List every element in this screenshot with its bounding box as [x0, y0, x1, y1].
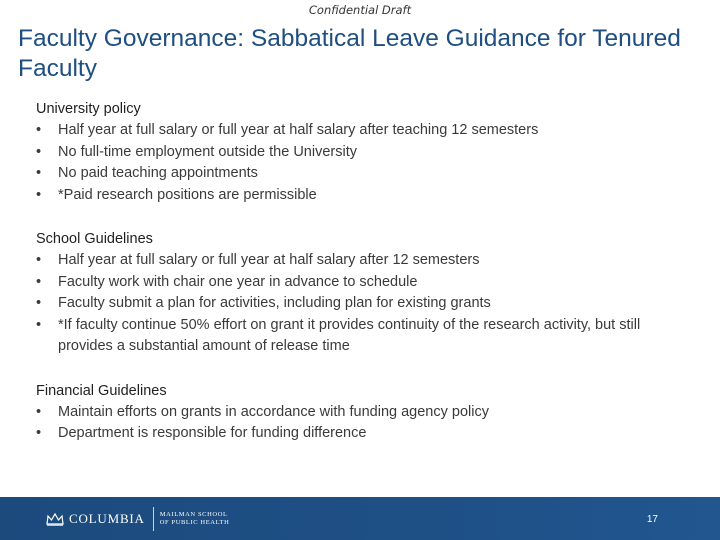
confidential-label: Confidential Draft [308, 3, 412, 17]
slide-content [36, 98, 696, 467]
bullet-icon: • [36, 273, 42, 290]
university-name: COLUMBIA [69, 511, 145, 526]
list-item-text: Maintain efforts on grants in accordance with funding agency policy [58, 403, 489, 420]
bullet-list [36, 120, 696, 206]
school-name-line2: OF PUBLIC HEALTH [159, 519, 230, 526]
footer-bar [0, 497, 720, 540]
bullet-icon: • [36, 186, 42, 203]
list-item [36, 402, 696, 424]
list-item-text: Faculty work with chair one year in advance to schedule [58, 273, 418, 290]
section-heading: University policy [36, 101, 141, 117]
bullet-icon: • [36, 316, 42, 333]
crown-icon [46, 512, 64, 526]
bullet-icon: • [36, 143, 42, 160]
bullet-icon: • [36, 403, 42, 420]
list-item [36, 142, 696, 164]
bullet-icon: • [36, 122, 42, 138]
list-item-text: *Paid research positions are permissible [58, 186, 317, 203]
list-item [36, 423, 696, 445]
list-item [36, 272, 696, 294]
list-item [36, 120, 696, 142]
school-name-line1: MAILMAN SCHOOL [159, 511, 228, 518]
section-school-guidelines [36, 228, 696, 358]
list-item [36, 315, 696, 358]
section-heading: School Guidelines [36, 231, 153, 247]
section-financial-guidelines [36, 380, 696, 445]
list-item-text: *If faculty continue 50% effort on grant it provides continuity of the research activity, but still provides a substantial amount of release time [58, 316, 641, 354]
bullet-list [36, 402, 696, 445]
list-item-text: Half year at full salary or full year at half salary after teaching 12 semesters [58, 122, 539, 138]
list-item-text: Half year at full salary or full year at half salary after 12 semesters [58, 252, 480, 268]
section-university-policy [36, 98, 696, 206]
bullet-icon: • [36, 165, 42, 181]
list-item-text: Faculty submit a plan for activities, including plan for existing grants [58, 295, 491, 311]
bullet-icon: • [36, 295, 42, 311]
list-item [36, 185, 696, 207]
bullet-icon: • [36, 252, 42, 268]
list-item-text: No paid teaching appointments [58, 165, 258, 181]
columbia-mailman-logo [46, 508, 229, 530]
list-item [36, 163, 696, 185]
bullet-icon: • [36, 425, 42, 441]
section-heading: Financial Guidelines [36, 382, 167, 399]
list-item [36, 293, 696, 315]
list-item-text: Department is responsible for funding difference [58, 425, 367, 441]
slide-title: Faculty Governance: Sabbatical Leave Guidance for Tenured Faculty [18, 25, 681, 82]
page-number: 17 [646, 514, 658, 525]
list-item-text: No full-time employment outside the University [58, 143, 357, 160]
logo-divider [153, 507, 154, 531]
bullet-list [36, 250, 696, 358]
school-name [160, 511, 230, 527]
list-item [36, 250, 696, 272]
